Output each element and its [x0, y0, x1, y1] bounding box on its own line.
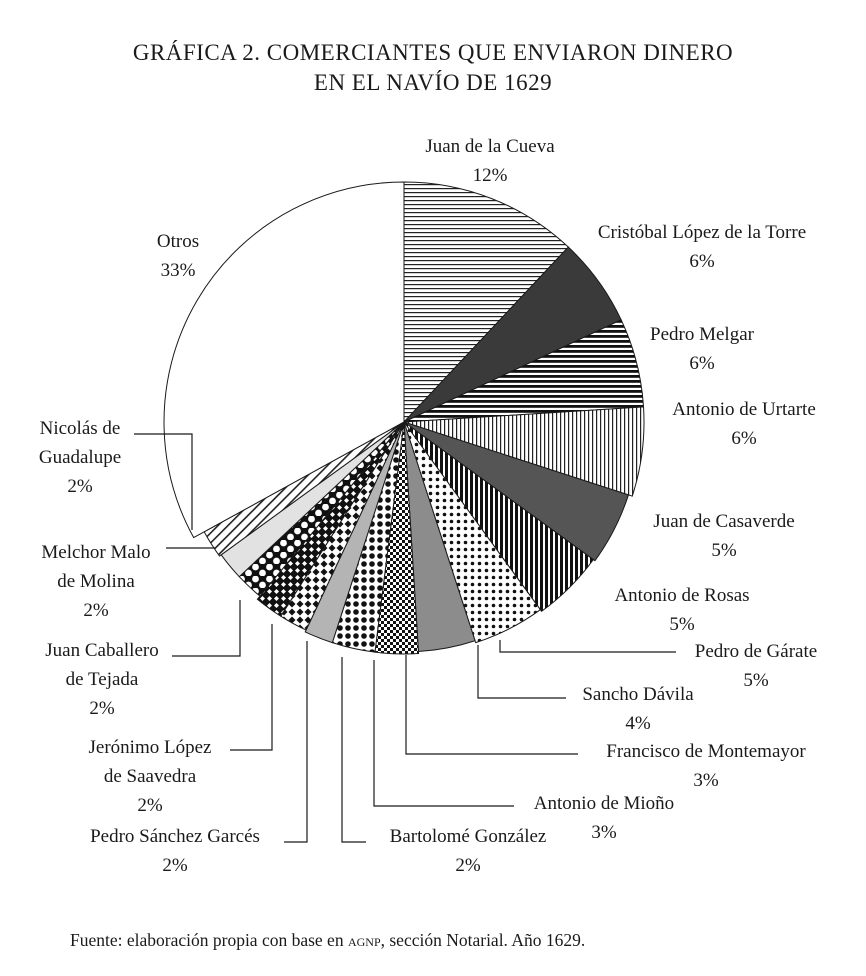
leader-line-7	[230, 624, 272, 750]
slice-label-2: Cristóbal López de la Torre 6%	[597, 222, 807, 272]
leader-line-1	[500, 640, 676, 652]
source-note	[70, 930, 585, 951]
slice-label-12: Pedro Sánchez Garcés 2%	[90, 826, 260, 876]
leader-line-5	[342, 657, 366, 842]
slice-label-17: Otros 33%	[156, 231, 200, 281]
slice-label-10: Antonio de Mioño 3%	[533, 793, 675, 843]
leader-line-8	[172, 600, 240, 656]
chart-title-line-2: EN EL NAVÍO DE 1629	[313, 70, 553, 95]
leader-line-2	[478, 645, 566, 698]
pie-slices	[164, 182, 644, 654]
slice-label-6: Antonio de Rosas 5%	[614, 585, 750, 635]
source-suffix: , sección Notarial. Año 1629.	[380, 930, 586, 950]
slice-label-3: Pedro Melgar 6%	[650, 324, 754, 374]
leader-line-3	[406, 655, 578, 754]
slice-label-13: Jerónimo López de Saavedra 2%	[88, 737, 212, 816]
slice-label-1: Juan de la Cueva 12%	[425, 136, 555, 186]
slice-label-8: Sancho Dávila 4%	[582, 684, 694, 734]
source-archive: agnp	[347, 930, 381, 950]
slice-label-15: Melchor Malo de Molina 2%	[41, 542, 151, 621]
slice-label-11: Bartolomé González 2%	[389, 826, 547, 876]
slice-label-4: Antonio de Urtarte 6%	[672, 399, 816, 449]
slice-label-9: Francisco de Montemayor 3%	[606, 741, 806, 791]
leader-line-4	[374, 660, 514, 806]
slice-label-7: Pedro de Gárate 5%	[694, 641, 818, 691]
source-prefix: Fuente: elaboración propia con base en	[70, 930, 348, 950]
slice-label-16: Nicolás de Guadalupe 2%	[38, 418, 122, 497]
leader-line-6	[284, 641, 307, 842]
slice-label-14: Juan Caballero de Tejada 2%	[45, 640, 159, 719]
slice-label-5: Juan de Casaverde 5%	[653, 511, 795, 561]
chart-title-line-1: GRÁFICA 2. COMERCIANTES QUE ENVIARON DINERO	[132, 40, 734, 65]
